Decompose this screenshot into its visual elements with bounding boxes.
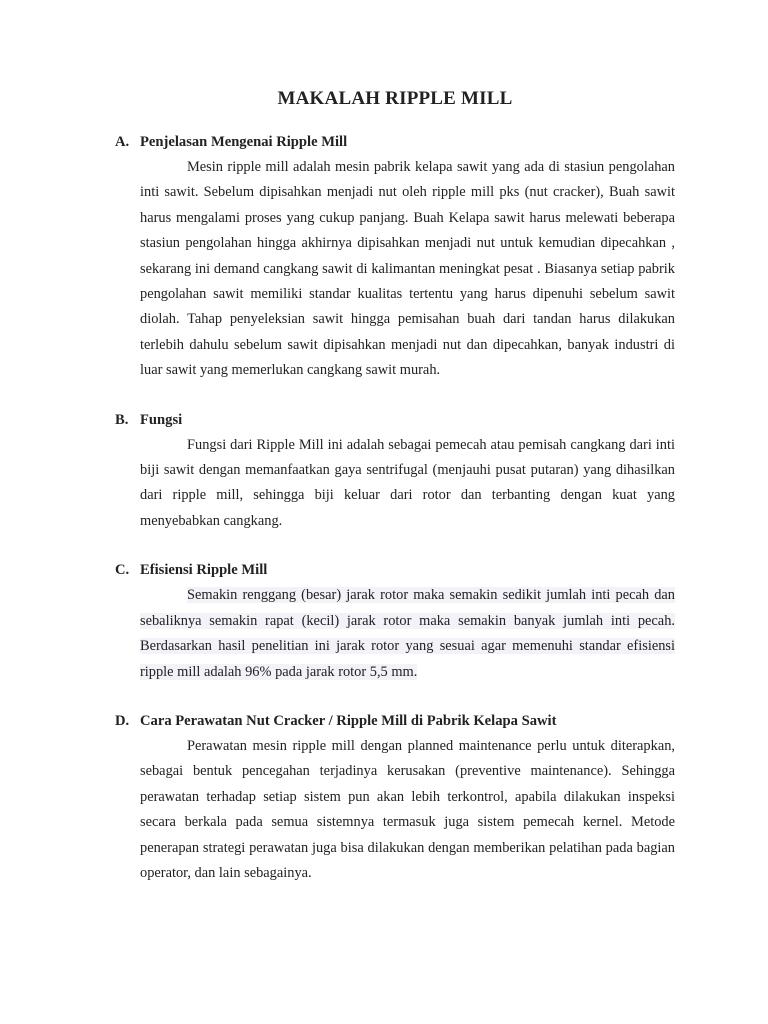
section-spacer [115,384,675,408]
section-a [115,130,675,384]
section-c [115,558,675,685]
section-letter: D. [115,712,130,729]
document-title: MAKALAH RIPPLE MILL [277,88,513,109]
section-heading [115,709,675,734]
section-letter: B. [115,411,129,428]
highlighted-text: Semakin renggang (besar) jarak rotor maka semakin sedikit jumlah inti pecah dan sebaliknya semakin rapat (kecil) jarak rotor maka semakin banyak jumlah inti pecah. Berdasarkan hasil penelitian ini jarak rotor yang sesuai agar memenuhi standar efisiensi ripple mill adalah 96% pada jarak rotor 5,5 mm. [140,587,675,680]
section-heading [115,558,675,583]
section-letter: A. [115,134,130,150]
section-spacer [115,685,675,709]
section-letter: C. [115,562,130,579]
section-heading-text: Efisiensi Ripple Mill [140,562,268,579]
section-paragraph [140,583,675,685]
section-heading-text: Cara Perawatan Nut Cracker / Ripple Mill di Pabrik Kelapa Sawit [140,712,557,729]
section-heading-text: Fungsi [140,411,183,428]
section-heading-text: Penjelasan Mengenai Ripple Mill [140,134,348,150]
section-heading [115,130,675,155]
section-d [115,709,675,886]
section-paragraph: Perawatan mesin ripple mill dengan planned maintenance perlu untuk diterapkan, sebagai bentuk pencegahan terjadinya kerusakan (preventive maintenance). Sehingga perawatan terhadap setiap sistem pun akan lebih terkontrol, apabila dilakukan inspeksi secara berkala pada semua sistemnya termasuk juga sistem pemecah kernel. Metode penerapan strategi perawatan juga bisa dilakukan dengan memberikan pelatihan pada bagian operator, dan lain sebagainya. [140,737,675,881]
section-b [115,408,675,535]
section-spacer [115,534,675,558]
section-heading [115,408,675,433]
section-paragraph: Mesin ripple mill adalah mesin pabrik kelapa sawit yang ada di stasiun pengolahan inti sawit. Sebelum dipisahkan menjadi nut oleh ripple mill pks (nut cracker), Buah sawit harus mengalami proses yang cukup panjang. Buah Kelapa sawit harus melewati beberapa stasiun pengolahan hingga akhirnya dipisahkan menjadi nut untuk kemudian dipecahkan , sekarang ini demand cangkang sawit di kalimantan meningkat pesat . Biasanya setiap pabrik pengolahan sawit memiliki standar kualitas tertentu yang harus dipenuhi sebelum sawit diolah. Tahap penyeleksian sawit hingga pemisahan buah dari tandan harus dilakukan terlebih dahulu sebelum sawit dipisahkan menjadi nut dan dipecahkan, banyak industri di luar sawit yang memerlukan cangkang sawit murah. [140,159,675,379]
section-paragraph: Fungsi dari Ripple Mill ini adalah sebagai pemecah atau pemisah cangkang dari inti biji sawit dengan memanfaatkan gaya sentrifugal (menjauhi pusat putaran) yang dihasilkan dari ripple mill, sehingga biji keluar dari rotor dan terbanting dengan kuat yang menyebabkan cangkang. [140,436,675,529]
